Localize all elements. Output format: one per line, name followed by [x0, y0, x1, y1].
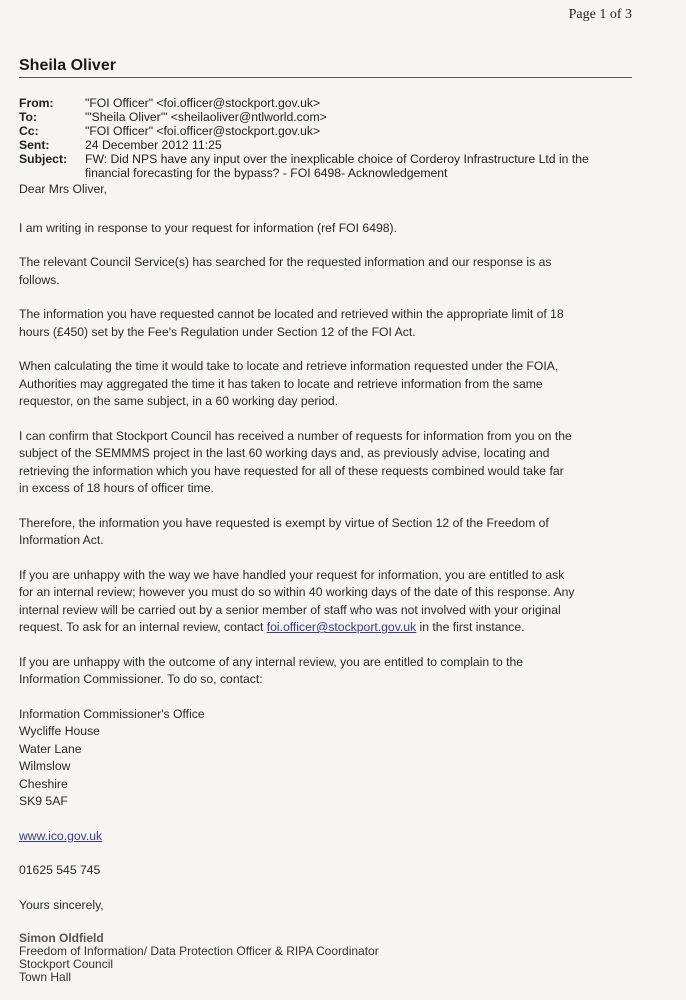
signature-org: Stockport Council: [19, 957, 114, 971]
text-line: When calculating the time it would take to locate and retrieve information requested under the FOIA,: [19, 359, 559, 373]
text-line: Authorities may aggregated the time it has taken to locate and retrieve information from the same: [19, 376, 543, 391]
website-link[interactable]: www.ico.gov.uk: [19, 828, 103, 843]
text-line: requestor, on the same subject, in a 60 working day period.: [19, 394, 339, 408]
header-label: Cc:: [19, 124, 39, 138]
paragraph: [19, 306, 659, 341]
text-line: If you are unhappy with the outcome of any internal review, you are entitled to complain to the: [19, 654, 524, 669]
text-line: hours (£450) set by the Fee's Regulation under Section 12 of the FOI Act.: [19, 324, 416, 339]
paragraph: [19, 428, 659, 498]
phone-number: 01625 545 745: [19, 863, 101, 877]
subject-line: financial forecasting for the bypass? - FOI 6498- Acknowledgement: [85, 166, 448, 180]
sender-name: Sheila Oliver: [19, 57, 116, 74]
header-value: 24 December 2012 11:25: [85, 138, 222, 152]
text-line: in the first instance.: [416, 620, 525, 634]
header-label: To:: [19, 110, 38, 124]
paragraph: [19, 567, 659, 637]
paragraph: [19, 254, 659, 289]
header-value: "'Sheila Oliver'" <sheilaoliver@ntlworld.com>: [85, 110, 327, 124]
closing: Yours sincerely,: [19, 897, 104, 912]
header-value: [85, 152, 659, 180]
page-number: Page 1 of 3: [568, 7, 632, 22]
header-divider: [19, 77, 632, 78]
subject-line: FW: Did NPS have any input over the inexplicable choice of Corderoy Infrastructure Ltd in the: [85, 152, 589, 166]
email-body: [19, 181, 659, 914]
address-line: Wilmslow: [19, 759, 71, 773]
address-line: Information Commissioner's Office: [19, 706, 205, 721]
text-line: The relevant Council Service(s) has searched for the requested information and our response is as: [19, 255, 552, 269]
text-line: I can confirm that Stockport Council has received a number of requests for information from you on the: [19, 428, 572, 443]
text-line: request. To ask for an internal review, contact: [19, 620, 267, 634]
text-line: follows.: [19, 272, 60, 287]
header-cc: [19, 124, 659, 138]
signature-location: Town Hall: [19, 970, 72, 984]
paragraph: [19, 358, 659, 411]
paragraph: [19, 654, 659, 689]
signature-name: Simon Oldfield: [19, 931, 104, 945]
paragraph: I am writing in response to your request for information (ref FOI 6498).: [19, 220, 397, 235]
email-headers: [19, 96, 659, 180]
text-line: Information Act.: [19, 533, 104, 547]
text-line: in excess of 18 hours of officer time.: [19, 481, 214, 495]
text-line: The information you have requested cannot be located and retrieved within the appropriate limit of 18: [19, 307, 564, 321]
header-value: "FOI Officer" <foi.officer@stockport.gov.uk>: [85, 96, 321, 110]
signature-block: [19, 932, 659, 984]
text-line: for an internal review; however you must do so within 40 working days of the date of this response. Any: [19, 585, 575, 599]
signature-title: Freedom of Information/ Data Protection Officer & RIPA Coordinator: [19, 944, 379, 958]
address-line: Water Lane: [19, 741, 82, 756]
header-subject: [19, 152, 659, 180]
header-label: Sent:: [19, 138, 50, 152]
text-line: Therefore, the information you have requested is exempt by virtue of Section 12 of the Freedom of: [19, 515, 549, 530]
address-line: Cheshire: [19, 776, 68, 791]
email-link[interactable]: foi.officer@stockport.gov.uk: [266, 620, 417, 634]
text-line: If you are unhappy with the way we have handled your request for information, you are entitled to ask: [19, 567, 565, 582]
header-to: [19, 110, 659, 124]
text-line: Information Commissioner. To do so, contact:: [19, 672, 263, 686]
address-line: SK9 5AF: [19, 794, 68, 808]
text-line: retrieving the information which you have requested for all of these requests combined would take far: [19, 463, 564, 478]
salutation: Dear Mrs Oliver,: [19, 182, 108, 196]
header-label: Subject:: [19, 152, 68, 166]
address-block: [19, 706, 659, 811]
header-sent: [19, 138, 659, 152]
header-from: [19, 96, 659, 110]
header-value: "FOI Officer" <foi.officer@stockport.gov.uk>: [85, 124, 321, 138]
header-label: From:: [19, 96, 54, 110]
paragraph: [19, 515, 659, 550]
address-line: Wycliffe House: [19, 724, 100, 738]
text-line: internal review will be carried out by a senior member of staff who was not involved with your original: [19, 602, 561, 617]
text-line: subject of the SEMMMS project in the last 60 working days and, as previously advise, locating and: [19, 446, 550, 460]
